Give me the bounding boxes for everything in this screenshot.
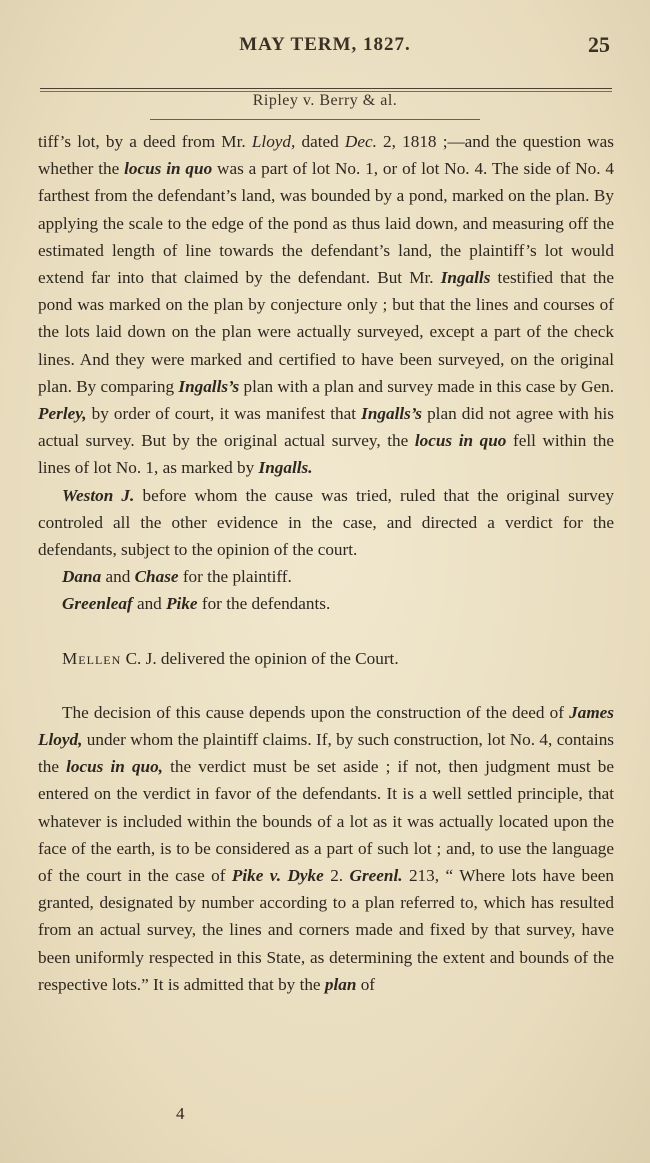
text-run: for the defendants. <box>197 594 331 614</box>
text-run: 213, “ Where lots have been granted, designated by number according to a plan referred to, which has resulted from an actual survey, the lines and corners made and fixed by that survey, have been uniformly respected in this State, as determining the extent and bounds of the respective lots.” It is admitted that by the <box>38 866 615 994</box>
counsel-name: Dana <box>62 567 102 587</box>
paragraph-counsel-defendants <box>38 590 614 617</box>
paragraph-facts <box>38 128 614 482</box>
counsel-name: Chase <box>134 567 179 587</box>
text-run: and <box>132 594 167 614</box>
latin-term: locus in quo <box>414 431 507 451</box>
paragraph-gap <box>38 672 614 699</box>
header-rule <box>40 88 612 89</box>
text-run: under whom the plaintiff claims. If, by such construction, lot No. 4, contains the <box>38 730 614 777</box>
text-run: the verdict must be set aside ; if not, then judgment must be entered on the verdict in favor of the defendants. It is a well settled principle, that whatever is included within the bounds of a lot as it was actually located upon the face of the earth, is to be considered as a part of such lot ; and, to use the language of the court in the case of <box>38 757 614 886</box>
signature-mark: 4 <box>176 1104 185 1123</box>
emphasized-term: plan <box>324 974 357 994</box>
case-caption: Ripley v. Berry & al. <box>252 92 398 109</box>
party-name: Lloyd, <box>251 132 296 151</box>
text-run: and <box>101 567 135 587</box>
running-title: MAY TERM, 1827. <box>239 34 411 55</box>
text-run: plan did not agree with his actual survey. But by the original actual survey, the <box>38 404 614 451</box>
paragraph-opinion <box>38 699 614 998</box>
judge-name: Mellen <box>62 648 122 668</box>
party-name: Ingalls’s <box>178 376 240 396</box>
text-run: tiff’s lot, by a deed from Mr. <box>38 132 252 151</box>
running-head <box>0 34 650 64</box>
judge-name: Weston J. <box>62 485 135 505</box>
text-run: plan with a plan and survey made in this case by Gen. <box>239 376 614 396</box>
reporter-citation: Greenl. <box>349 866 403 886</box>
caption-rule <box>150 119 480 120</box>
text-run: of <box>356 974 376 994</box>
party-name: Ingalls. <box>258 458 313 478</box>
text-run: C. J. delivered the opinion of the Court. <box>121 648 399 668</box>
text-run: fell within the lines of lot No. 1, as marked by <box>38 431 614 478</box>
page-number: 25 <box>588 32 610 57</box>
party-name: James Lloyd, <box>38 702 614 750</box>
paragraph-ruling <box>38 482 614 564</box>
text-run: 2. <box>323 866 350 886</box>
text-run: before whom the cause was tried, ruled that the original survey controled all the other evidence in the case, and directed a verdict for the defendants, subject to the opinion of the court. <box>38 485 614 560</box>
text-run: was a part of lot No. 1, or of lot No. 4. The side of No. 4 farthest from the defendant’s land, was bounded by a pond, marked on the plan. By applying the scale to the edge of the pond as thus laid down, and measuring off the estimated length of line towards the defendant’s land, the plaintiff’s lot would extend far into that claimed by the defendant. But Mr. <box>38 159 615 288</box>
party-name: Perley, <box>38 404 87 424</box>
text-run: testified that the pond was marked on the plan by conjecture only ; but that the lines and courses of the lots laid down on the plan were actually surveyed, except a part of the check lines. And they were marked and certified to have been surveyed, on the original plan. By comparing <box>38 268 614 396</box>
paragraph-counsel-plaintiff <box>38 563 614 590</box>
text-run: by order of court, it was manifest that <box>86 404 362 424</box>
text-run: The decision of this cause depends upon the construction of the deed of <box>62 702 570 722</box>
case-citation: Pike v. Dyke <box>231 866 324 886</box>
text-run: for the plaintiff. <box>178 567 292 587</box>
latin-term: locus in quo, <box>66 757 163 777</box>
paragraph-gap <box>38 618 614 645</box>
counsel-name: Greenleaf <box>62 594 133 614</box>
party-name: Ingalls <box>440 268 491 288</box>
party-name: Ingalls’s <box>361 404 422 424</box>
date-abbrev: Dec. <box>344 132 377 151</box>
paragraph-opinion-intro <box>38 645 614 672</box>
counsel-name: Pike <box>166 594 198 614</box>
text-run: 2, 1818 ;—and the question was whether the <box>38 132 614 179</box>
text-run: dated <box>295 132 345 151</box>
latin-term: locus in quo <box>124 159 213 179</box>
body-text <box>38 128 614 998</box>
